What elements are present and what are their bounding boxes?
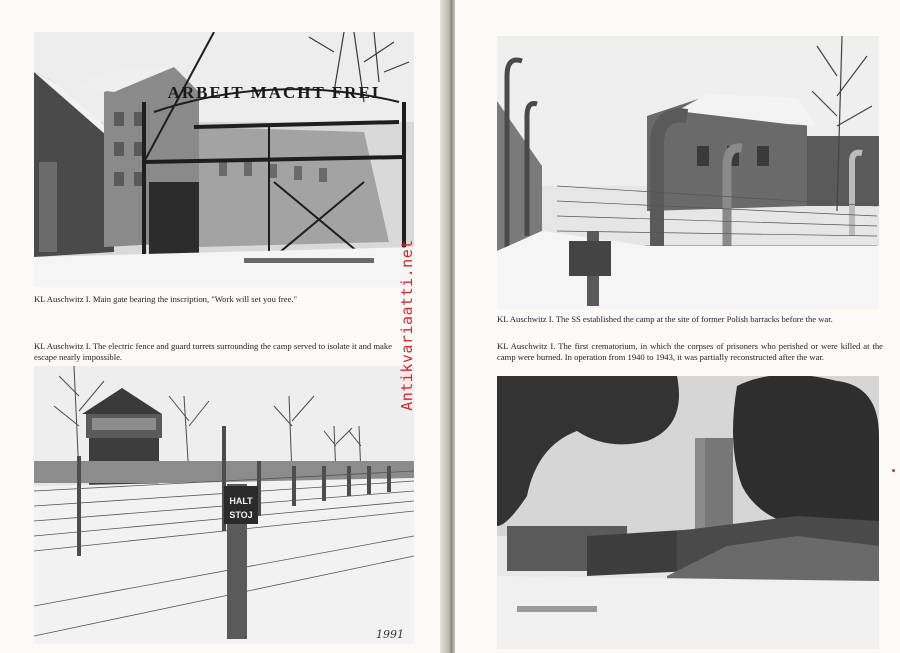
- watermark-text: Antikvariaatti.net: [398, 239, 416, 411]
- electric-fence-caption: KL Auschwitz I. The electric fence and guard turrets surrounding the camp served to isolate it and make escape nearly impossible.: [34, 341, 392, 362]
- left-page: [0, 0, 447, 653]
- margin-dot: [892, 469, 895, 472]
- halt-sign-text: HALT: [229, 496, 253, 506]
- right-page: [455, 0, 900, 653]
- handwritten-note: 1991: [376, 628, 404, 641]
- main-gate-caption: KL Auschwitz I. Main gate bearing the inscription, "Work will set you free.": [34, 294, 298, 304]
- crematorium-photo: [497, 376, 879, 649]
- stoj-sign-text: STOJ: [229, 510, 253, 520]
- main-gate-photo: [34, 32, 414, 287]
- watermark: [398, 230, 416, 420]
- gate-inscription: ARBEIT MACHT FREI: [167, 83, 381, 102]
- crematorium-caption: KL Auschwitz I. The first crematorium, in which the corpses of prisoners who perished or were killed at the camp were burned. In operation from 1940 to 1943, it was partially reconstructed after the war.: [497, 341, 883, 362]
- electric-fence-photo: [34, 366, 414, 644]
- barracks-caption: KL Auschwitz I. The SS established the camp at the site of former Polish barracks before the war.: [497, 314, 833, 324]
- barracks-photo: [497, 36, 879, 309]
